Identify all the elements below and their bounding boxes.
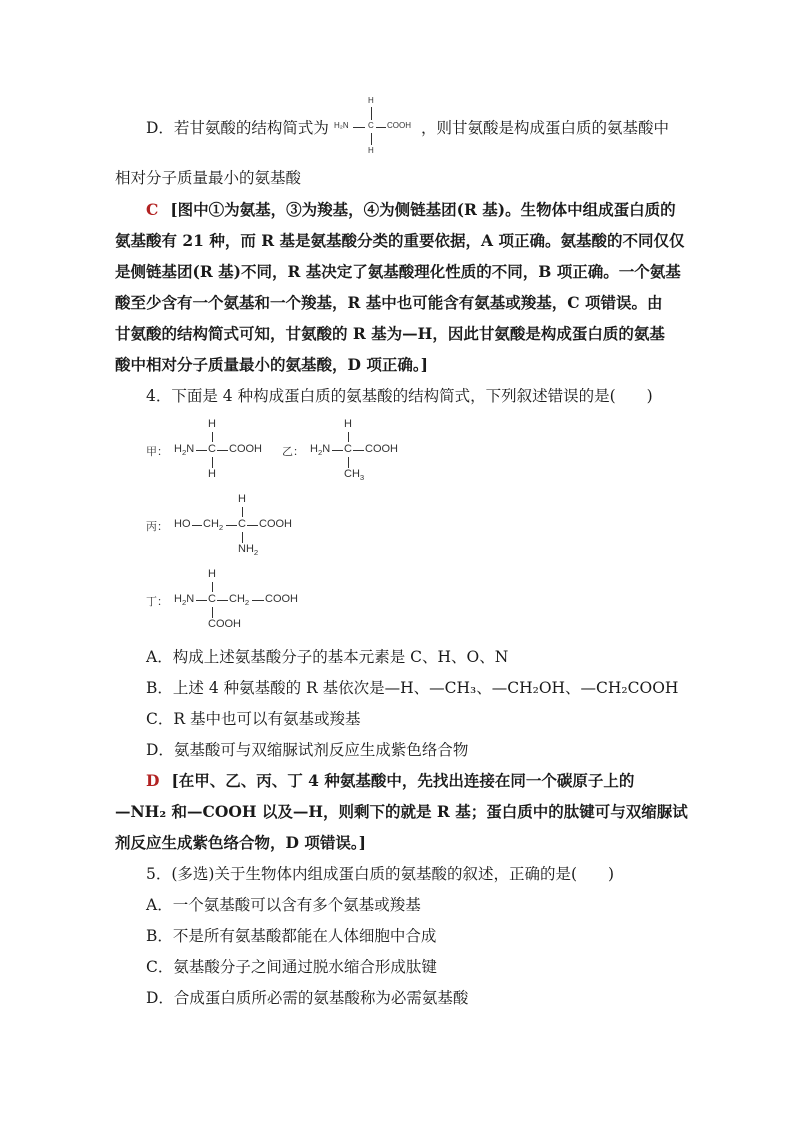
atom-ch2: $CH_2$ — [229, 593, 250, 608]
glycine-inline-structure — [334, 96, 424, 158]
q4-explanation: 剂反应生成紫色络合物，D 项错误。] — [115, 833, 366, 852]
label-yi: 乙： — [282, 446, 304, 458]
atom-h: H — [344, 418, 352, 430]
atom-cooh: COOH — [259, 518, 292, 530]
atom-ch3: $CH_3$ — [344, 468, 365, 483]
q4-option-a: A．构成上述氨基酸分子的基本元素是 C、H、O、N — [146, 648, 509, 666]
atom-nh2: $NH_2$ — [238, 543, 259, 558]
atom-cooh: COOH — [265, 593, 298, 605]
atom-ho: HO — [174, 518, 191, 530]
q3-option-d-text: D．若甘氨酸的结构简式为 — [146, 119, 329, 137]
q3-answer-line — [146, 200, 676, 220]
q3-explanation: 酸至少含有一个氨基和一个羧基，R 基中也可能含有氨基或羧基，C 项错误。由 — [115, 293, 663, 312]
atom-h: H — [368, 146, 374, 155]
atom-h2n: H₂N — [334, 121, 349, 130]
q5-option-d: D．合成蛋白质所必需的氨基酸称为必需氨基酸 — [146, 989, 469, 1007]
q3-option-d-text-after: ，则甘氨酸是构成蛋白质的氨基酸中 — [420, 119, 669, 137]
q3-explanation: 酸中相对分子质量最小的氨基酸，D 项正确。] — [115, 355, 428, 374]
atom-cooh: COOH — [229, 443, 262, 455]
atom-c: C — [238, 518, 246, 530]
atom-h2n: $H_2N$ — [174, 443, 195, 458]
atom-h: H — [368, 96, 374, 105]
atom-c: C — [344, 443, 352, 455]
atom-h2n: $H_2N$ — [310, 443, 331, 458]
atom-h: H — [208, 468, 216, 480]
atom-cooh: COOH — [387, 121, 411, 130]
q5-stem: 5．(多选)关于生物体内组成蛋白质的氨基酸的叙述，正确的是( ) — [146, 865, 615, 883]
atom-cooh: COOH — [365, 443, 398, 455]
q3-option-d-line2: 相对分子质量最小的氨基酸 — [115, 169, 302, 187]
atom-ch2: $CH_2$ — [203, 518, 224, 533]
structure-yi — [282, 418, 412, 484]
q4-stem: 4．下面是 4 种构成蛋白质的氨基酸的结构简式，下列叙述错误的是( ) — [146, 387, 653, 405]
structure-bing — [146, 493, 316, 559]
atom-h: H — [208, 418, 216, 430]
q3-explanation: 甘氨酸的结构简式可知，甘氨酸的 R 基为—H，因此甘氨酸是构成蛋白质的氨基 — [115, 324, 665, 343]
structure-jia — [146, 418, 276, 484]
q4-answer: D — [146, 771, 160, 790]
q5-option-c: C．氨基酸分子之间通过脱水缩合形成肽键 — [146, 958, 437, 976]
q4-option-b: B．上述 4 种氨基酸的 R 基依次是—H、—CH₃、—CH₂OH、—CH₂COOH — [146, 679, 679, 697]
atom-c: C — [208, 443, 216, 455]
q4-explanation: [在甲、乙、丙、丁 4 种氨基酸中，先找出连接在同一个碳原子上的 — [171, 771, 635, 790]
q4-answer-line — [146, 771, 634, 791]
q5-option-a: A．一个氨基酸可以含有多个氨基或羧基 — [146, 896, 421, 914]
label-bing: 丙： — [146, 521, 168, 533]
q4-option-d: D．氨基酸可与双缩脲试剂反应生成紫色络合物 — [146, 741, 469, 759]
label-ding: 丁： — [146, 596, 168, 608]
q3-explanation: 是侧链基团(R 基)不同，R 基决定了氨基酸理化性质的不同，B 项正确。一个氨基 — [115, 262, 681, 281]
structure-ding — [146, 568, 316, 634]
atom-h2n: $H_2N$ — [174, 593, 195, 608]
q3-explanation: [图中①为氨基，③为羧基，④为侧链基团(R 基)。生物体中组成蛋白质的 — [170, 200, 676, 219]
q4-option-c: C．R 基中也可以有氨基或羧基 — [146, 710, 361, 728]
q5-option-b: B．不是所有氨基酸都能在人体细胞中合成 — [146, 927, 437, 945]
atom-c: C — [368, 121, 374, 130]
q3-explanation: 氨基酸有 21 种，而 R 基是氨基酸分类的重要依据，A 项正确。氨基酸的不同仅仅 — [115, 231, 685, 250]
atom-c: C — [208, 593, 216, 605]
q4-explanation: —NH₂ 和—COOH 以及—H，则剩下的就是 R 基；蛋白质中的肽键可与双缩脲试 — [115, 802, 688, 821]
atom-h: H — [208, 568, 216, 580]
q3-answer: C — [146, 200, 159, 219]
atom-cooh: COOH — [208, 618, 241, 630]
label-jia: 甲： — [146, 446, 168, 458]
atom-h: H — [238, 493, 246, 505]
